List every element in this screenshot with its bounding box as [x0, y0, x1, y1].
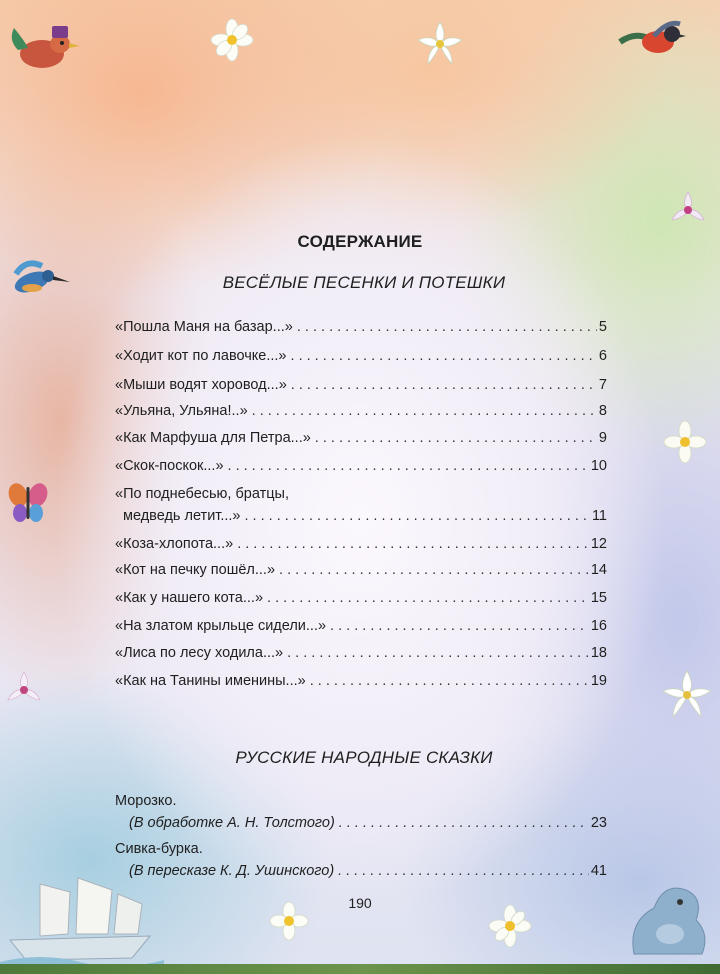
- entry-title: (В пересказе К. Д. Ушинского): [129, 863, 335, 879]
- flower-icon: [210, 18, 254, 62]
- entry-page: 41: [590, 863, 607, 879]
- bottom-strip: [0, 964, 720, 974]
- bullfinch-icon: [614, 12, 694, 68]
- section-heading-tales: РУССКИЕ НАРОДНЫЕ СКАЗКИ: [235, 748, 493, 767]
- bird-icon: [4, 10, 84, 80]
- leader-dots: [228, 455, 589, 477]
- entry-page: 15: [590, 590, 607, 606]
- entry-title-line1: Сивка-бурка.: [115, 841, 203, 857]
- entry-title: медведь летит...»: [123, 508, 241, 524]
- ship-icon: [0, 874, 164, 966]
- toc-entry[interactable]: [115, 838, 607, 882]
- page-title: СОДЕРЖАНИЕ: [297, 232, 423, 251]
- entry-page: 6: [598, 348, 607, 364]
- leader-dots: [252, 400, 597, 422]
- entry-title: «Скок-поскок...»: [115, 458, 224, 474]
- entry-page: 14: [590, 562, 607, 578]
- entry-page: 9: [598, 430, 607, 446]
- entry-title: «Пошла Маня на базар...»: [115, 319, 293, 335]
- entry-title: «Кот на печку пошёл...»: [115, 562, 276, 578]
- flower-icon: [668, 190, 708, 230]
- entry-page: 7: [598, 377, 607, 393]
- toc-entry[interactable]: [115, 615, 607, 637]
- entry-title-line1: «По поднебесью, братцы,: [115, 486, 289, 502]
- entry-page: 10: [590, 458, 607, 474]
- page-number: [0, 895, 720, 911]
- entry-title: (В обработке А. Н. Толстого): [129, 815, 335, 831]
- section-heading-songs: ВЕСЁЛЫЕ ПЕСЕНКИ И ПОТЕШКИ: [222, 273, 506, 292]
- entry-title: «Как Марфуша для Петра...»: [115, 430, 311, 446]
- entry-title: «Мыши водят хоровод...»: [115, 377, 287, 393]
- toc-entry[interactable]: [115, 587, 607, 609]
- toc-entry[interactable]: [115, 483, 607, 527]
- leader-dots: [279, 559, 589, 581]
- entry-title: «Как на Танины именины...»: [115, 673, 306, 689]
- entry-page: 16: [590, 618, 607, 634]
- flower-icon: [660, 668, 714, 722]
- entry-page: 18: [590, 645, 607, 661]
- toc-entry[interactable]: [115, 427, 607, 449]
- entry-title: «Ульяна, Ульяна!..»: [115, 403, 248, 419]
- toc-entry[interactable]: [115, 790, 607, 834]
- toc-entry[interactable]: [115, 455, 607, 477]
- leader-dots: [237, 533, 589, 555]
- leader-dots: [244, 505, 589, 527]
- leader-dots: [291, 345, 597, 367]
- leader-dots: [310, 670, 589, 692]
- entry-title: «На златом крыльце сидели...»: [115, 618, 327, 634]
- entry-page: 19: [590, 673, 607, 689]
- entry-title: «Коза-хлопота...»: [115, 536, 234, 552]
- toc-entry[interactable]: [115, 345, 607, 367]
- toc-entry[interactable]: [115, 316, 607, 338]
- page-number-text: 190: [348, 895, 372, 911]
- toc-entry[interactable]: [115, 642, 607, 664]
- leader-dots: [267, 587, 589, 609]
- toc-entry[interactable]: [115, 374, 607, 396]
- toc-entry[interactable]: [115, 533, 607, 555]
- leader-dots: [315, 427, 597, 449]
- toc-entry[interactable]: [115, 559, 607, 581]
- entry-title-line1: Морозко.: [115, 793, 177, 809]
- butterfly-icon: [6, 480, 50, 526]
- flower-icon: [414, 18, 466, 70]
- entry-title: «Как у нашего кота...»: [115, 590, 264, 606]
- entry-page: 8: [598, 403, 607, 419]
- flower-icon: [4, 670, 44, 710]
- leader-dots: [330, 615, 589, 637]
- entry-page: 11: [591, 508, 607, 524]
- leader-dots: [339, 812, 589, 834]
- toc-entry[interactable]: [115, 670, 607, 692]
- entry-page: 5: [598, 319, 607, 335]
- entry-page: 23: [590, 815, 607, 831]
- entry-page: 12: [590, 536, 607, 552]
- entry-title: «Лиса по лесу ходила...»: [115, 645, 284, 661]
- seal-icon: [624, 872, 714, 964]
- leader-dots: [338, 860, 589, 882]
- entry-title: «Ходит кот по лавочке...»: [115, 348, 287, 364]
- leader-dots: [297, 316, 597, 338]
- leader-dots: [287, 642, 589, 664]
- toc-entry[interactable]: [115, 400, 607, 422]
- leader-dots: [291, 374, 597, 396]
- flower-icon: [664, 420, 706, 464]
